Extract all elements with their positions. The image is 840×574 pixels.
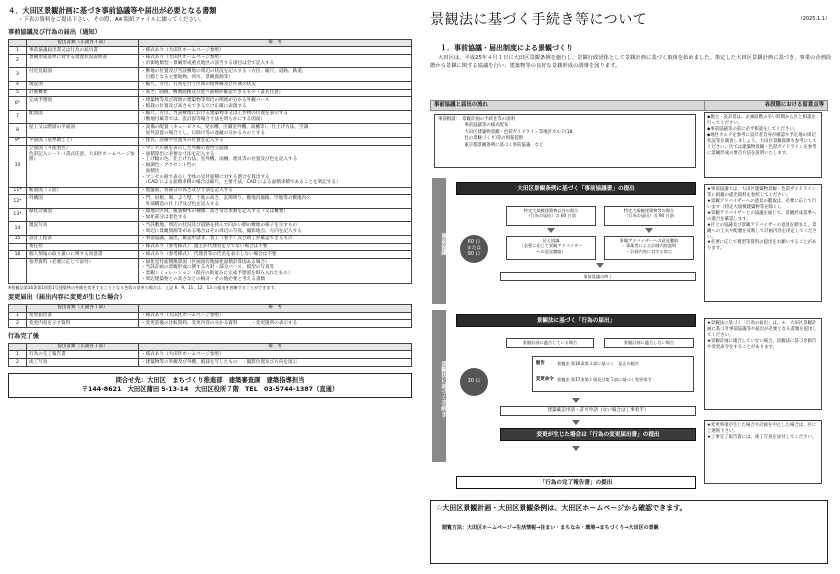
reference-title: ☆大田区景観計画・大田区景観条例は、大田区ホームページから確認できます。 [436, 504, 687, 512]
issue-date: （2025.1.1） [797, 16, 830, 22]
arrow [572, 420, 580, 425]
row-number: 3 [9, 68, 27, 81]
arrow [596, 263, 604, 268]
right-page [420, 0, 840, 574]
row-document: 変更内容を示す資料 [27, 320, 139, 328]
row-remark: ・マンセル値を表示した外観の着色立面図 ・面積算出に必要な寸法を記入する ・上げ幅の色、仕上げ方法、室外機、雨樋、建具等の位置及び色を記入する ・抽調色・アクセント色の 面積比 ・マンセル値で表示し全体の見付面積に対する割合を算出する （CAD による面積求積の場合は縮尺、主要寸法、CAD による面積求積であることを明記する） [139, 145, 412, 187]
row-remark: ・変更前後の比較資料、変更内容の分かる資料 ・変更箇所の表示する [139, 320, 412, 328]
row-number [9, 243, 27, 251]
submission-note: ・下表の資料をご提出下さい。その際、A4 版紙ファイルに綴ってください。 [18, 17, 205, 23]
stage2-side-label: 景観法に基づく手続き [432, 310, 446, 462]
row-document: 行為の完了報告書 [27, 351, 139, 359]
col-no [9, 39, 27, 47]
permit-application: 建築確認申請・許可申請（ない場合は工事着手） [500, 406, 696, 416]
stage2-days-circle: 30 日 [460, 368, 488, 396]
row-remark: ・設備の配置（キューピクル、受水槽、空調室外機、雨樋等）、仕上げ方法、空調 屋外設置の場合とし、日除け等の遮蔽の分かるものとする [139, 124, 412, 137]
col-no [9, 343, 27, 351]
row-number: 14 [9, 222, 27, 235]
points-heading: 各段階における留意点等 [704, 100, 828, 111]
row-document: 断面図（２面） [27, 187, 139, 195]
row-number: 6* [9, 97, 27, 110]
table-row [9, 110, 412, 123]
table-row [9, 359, 412, 367]
enforcement-box [532, 356, 694, 392]
row-document: 設計工程表 [27, 235, 139, 243]
table-row [9, 351, 412, 359]
row-document: 参考資料（必要に応じて添付） [27, 259, 139, 284]
row-document: 事前協議届出書又は行為の届出書 [27, 47, 139, 55]
order-text: 景観法 第17条第１項及び第５項に基づく変更命令 [557, 377, 652, 382]
row-remark: ・建築物等の外観及び外構、植栽を写したもの ・撮影位置及び方向を図示 [139, 359, 412, 367]
row-number: 2 [9, 54, 27, 67]
col-no [9, 304, 27, 312]
notes-prior-consultation: ★事前協議では、大田区建築物景観・色彩ガイドライン等に掲載の提出資料を参照してください。 ★景観アドバイザーへの意見の聴取は、必要に応じて行います（特定大規模建築物等を除く）。 ★景観アドバイザーとの協議を通じて、景観形成基準への適合を確認します。 ★区との協議及び景観アドバイザーの意見を踏まえ、景観への工夫や配慮を反映して計画内容を決定してください。 ★必要に応じて模型等資料の提出をお願いすることがあります。 [704, 184, 822, 302]
table3-heading: 行為完了後 [8, 333, 39, 340]
row-remark: ・縮尺、方位、当該敷地における建築物等又は工作物の位置を表示する （敷地付属等では、設計図等場合寸法を明らかにする図面） [139, 110, 412, 123]
row-document: 委任状 [27, 243, 139, 251]
order-label: 変更命令 [536, 377, 554, 382]
row-document: 個人情報の取り扱いに関する同意書 [27, 251, 139, 259]
change-notification-table [8, 304, 412, 328]
completion-banner: 「行為の完了報告書」の提出 [456, 476, 696, 489]
table2-heading: 変更届出（届出内容に変更が生じた場合） [8, 294, 126, 302]
advice-label: 勧告 [536, 361, 545, 366]
section-title: ４．大田区景観計画に基づき事前協議等や届出が必要となる書類 [8, 6, 217, 15]
consultation-end: 事前協議の終了 [500, 272, 696, 281]
table-row [9, 235, 412, 243]
row-remark: ・様式あり（参考様式） 施主が代理者を立てない場合は不要 [139, 243, 412, 251]
table-row [9, 259, 412, 284]
stage2-banner: 景観法に基づく「行為の届出」 [456, 314, 696, 327]
page-title: 景観法に基づく手続き等について [430, 12, 648, 28]
change-notification-banner: 変更が生じた場合は「行為の変更届出書」の提出 [500, 428, 696, 441]
row-remark: ・様式あり（大田区ホームページ参照） [139, 312, 412, 320]
complies-case: 景観計画に適合している場合 [506, 338, 594, 348]
notes-completion: ★変更事項が生じた場合や計画を中止した場合は、区にご連絡下さい。 ★工事完了報告書には、竣工写真を添付してください。 [704, 420, 822, 484]
row-number: 8 [9, 124, 27, 137]
row-remark: ・縮尺、方位、行為を行う区域の境界線及び区域の状況 [139, 81, 412, 89]
row-document: 完成予想図 [27, 97, 139, 110]
table-row [9, 68, 412, 81]
contact-box [8, 373, 412, 398]
row-document: 現況写真 [27, 222, 139, 235]
table-row [9, 54, 412, 67]
col-docs: 提出書類（正副各１部） [27, 39, 139, 47]
row-number: 1 [9, 351, 27, 359]
row-number: 12* [9, 195, 27, 208]
arrow [572, 446, 580, 451]
advice-text: 景観法 第16条第３項に基づく 是正の勧告 [557, 361, 640, 366]
row-document: 竣工写真 [27, 359, 139, 367]
table-row [9, 145, 412, 187]
table3-body [9, 351, 412, 366]
reference-box [430, 500, 828, 564]
row-document: 立面図（４面着色） 色彩記入シート（書式任意、大田区ホームページ参照） [27, 145, 139, 187]
row-number: 1 [9, 312, 27, 320]
pre-consultation-box: 事前相談： 景観計画の手続き等の説明 事前協議等の様式配布 大田区建築物景観・色彩ガイドライン等地区カルテ(18 色の景観づくり)等の情報提供 東京都景観条例に基づく事前協議 など [434, 114, 696, 168]
row-number: 15 [9, 235, 27, 243]
completion-table [8, 343, 412, 367]
contact-line2: 〒144-8621 大田区蒲田 5-13-14 大田区役所７階 TEL 03-5744-1387（直通） [81, 385, 339, 393]
row-number: 10 [9, 145, 27, 187]
col-remarks: 備 考 [139, 304, 412, 312]
row-number: 1 [9, 47, 27, 55]
row-remark: ・敷地の位置及び当該敷地の周辺の状況を記入する（方位、縮尺、道路、鉄道、 目標となる主要地物、河川、景観資源等） [139, 68, 412, 81]
row-number [9, 259, 27, 284]
table2-body [9, 312, 412, 327]
row-document: 外構図 [27, 195, 139, 208]
row-remark: ・様式あり（大田区ホームページ参照） ・市街地類型・景観形成重点地区の該当する項目は全て記入する [139, 54, 412, 67]
row-number: 4 [9, 81, 27, 89]
prior-consultation-table [8, 39, 412, 284]
row-remark: ・様式あり（大田区ホームページ参照） [139, 47, 412, 55]
row-remark: ・門、垣根、塀、よう壁、土地の高さ、玄関周り、敷地内通路、空地等の敷地内の 外部構造の仕上げ及び色を記入する [139, 195, 412, 208]
table1-body [9, 47, 412, 284]
notes-consultation: ◆施主・設計者は、企画段階の早い時期から区と相談を行ってください。 ◆事前協議等の前に必ず相談をしてください。 ◆地区カルテを参考に設計者自身が確認や予定地の周辺状況等を調査しましょう。大田区景観資源も参考にしてください。区では建築物景観・色彩ガイドラインを参考に景観形成の要点方法を説明いたします。 [704, 112, 822, 178]
case-standard: 特定大規模建築物以外の場合 （行為の届出）の 60 日前 [506, 206, 596, 226]
table-row [9, 251, 412, 259]
row-remark: ・建築物等及び周囲の建築物等周辺の関係が分かる外観パース ・植栽の位置及び高さもできるだけ正確に表現する [139, 97, 412, 110]
table-row [9, 47, 412, 55]
row-remark: ・緑化見付面積換算図（区画図有地緑化面積計算図ある場合） ・当該計画の景観形成に関する方針・部分パース、模型の写真等 ・景観シミュレーション（既存の街並みに完成予想図を組み入れたもの） ・周辺建築物との高さなどの検討・その他必要と考える書類 [139, 259, 412, 284]
row-remark: ・事前協議、届出、確認申請等、着工（着手）及び竣工が確認できるもの [139, 235, 412, 243]
section-heading: １．事前協議・届出制度による景観づくり [440, 43, 573, 52]
row-document: 緑化計画図 [27, 208, 139, 221]
row-remark: ・様式あり（参考様式） 代理者等の氏名を表示しない場合は不要 [139, 251, 412, 259]
reference-path: 閲覧方法：大田区ホームページ→生活情報→住まい・まちなみ・環境→まちづくり→大田区の景観 [442, 524, 659, 531]
intro-text: 大田区は、平成25年４月１日に大田区景観条例を施行し、景観行政団体として景観計画に基づく取組を始めました。策定した大田区景観計画に基づき、事業の企画段階から景観に関する協議を行い、建築物等の良好な景観形成の誘導を図ります。 [430, 55, 832, 70]
col-remarks: 備 考 [139, 343, 412, 351]
row-document: 付近見取図 [27, 68, 139, 81]
stage1-side-label: 事前協議 [432, 178, 446, 304]
table-row [9, 81, 412, 89]
table-row [9, 97, 412, 110]
row-remark: ・高さ、面積、敷地面積及び延べ面積が確認できるもの（書式任意） [139, 89, 412, 97]
not-complies-case: 景観計画に適合しない場合 [604, 338, 694, 348]
table-row [9, 222, 412, 235]
case-large: 特定大規模建築物等の場合 （行為の届出）の 90 日前 [604, 206, 694, 226]
row-number: 2 [9, 320, 27, 328]
flow-heading: 事前協議と届出の流れ [430, 100, 706, 111]
stage1-days-circle: 60 日 または 90 日 [460, 235, 488, 263]
table-row [9, 137, 412, 145]
row-document: 配置図 [27, 110, 139, 123]
row-document: 景観形成基準に対する措置状況説明書 [27, 54, 139, 67]
table-row [9, 312, 412, 320]
row-remark: ・地盤面、各部分の高さ及び寸法を記入する [139, 187, 412, 195]
table-row [9, 320, 412, 328]
stage1-banner: 大田区景観条例に基づく「事前協議書」の提出 [456, 182, 696, 195]
row-number: 2 [9, 359, 27, 367]
row-document: 変更届出書 [27, 312, 139, 320]
table-row [9, 243, 412, 251]
row-number: 13* [9, 208, 27, 221]
row-number: 7 [9, 110, 27, 123]
notes-notification: ★景観法に基づく「行為の届出」は、４．大田区景観計画に基づき事前協議等や届出が必要となる書類を提出してください。 ★景観計画に適合していない場合、景観法に基づき勧告や変更命令をすることがあります。 [704, 318, 822, 410]
arrow [547, 228, 555, 233]
table1-heading: 事前協議及び行為の届出（通知） [8, 28, 101, 36]
row-number: 5 [9, 89, 27, 97]
row-remark: ・建具、設備や位置等の位置を記入する [139, 137, 412, 145]
row-remark: ・当該敷地、周辺の状況及び道路を挟んで向かい側の敷地の様子を示すもの ・周辺に景観資源等がある場合はその周辺の写真、撮影地点、方向を記入する [139, 222, 412, 235]
row-number: 9* [9, 137, 27, 145]
col-remarks: 備 考 [139, 39, 412, 47]
col-docs: 提出書類（正副各１部） [27, 304, 139, 312]
table1-footnote: ※景観法第16条第1項第1号建築物の外観を変更することとなる色彩の変更の場合は、上記 6、9、11、12、13 の提出を省略することができます。 [8, 284, 279, 290]
adviser-hearing: 景観アドバイザーへの意見聴取 ・事業者による計画内容説明 ・計画内容に対する助言 [604, 236, 694, 260]
contact-line1: 問合せ先：大田区 まちづくり推進部 建築審査課 建築指導担当 [115, 376, 305, 384]
row-number: 16 [9, 251, 27, 259]
district-consultation: 区と協議 （必要に応じて景観アドバイザー への意見聴取） [506, 236, 596, 260]
row-document: 計画概要 [27, 89, 139, 97]
table-row [9, 187, 412, 195]
table-row [9, 195, 412, 208]
row-document: 屋上又は階層の平面図 [27, 124, 139, 137]
col-docs: 提出書類（正副各１部） [27, 343, 139, 351]
row-document: 平面図（基準階ごと） [27, 137, 139, 145]
table-row [9, 89, 412, 97]
table-row [9, 208, 412, 221]
table-row [9, 124, 412, 137]
row-number: 11* [9, 187, 27, 195]
row-remark: ・様式あり（大田区ホームページ参照） [139, 351, 412, 359]
row-document: 現況図 [27, 81, 139, 89]
row-remark: ・緑地の区域、植栽樹木の種類、高さ及び本数を記入する（又は概要） ・緑化部分は着色する [139, 208, 412, 221]
arrow [645, 228, 653, 233]
arrow [572, 398, 580, 403]
